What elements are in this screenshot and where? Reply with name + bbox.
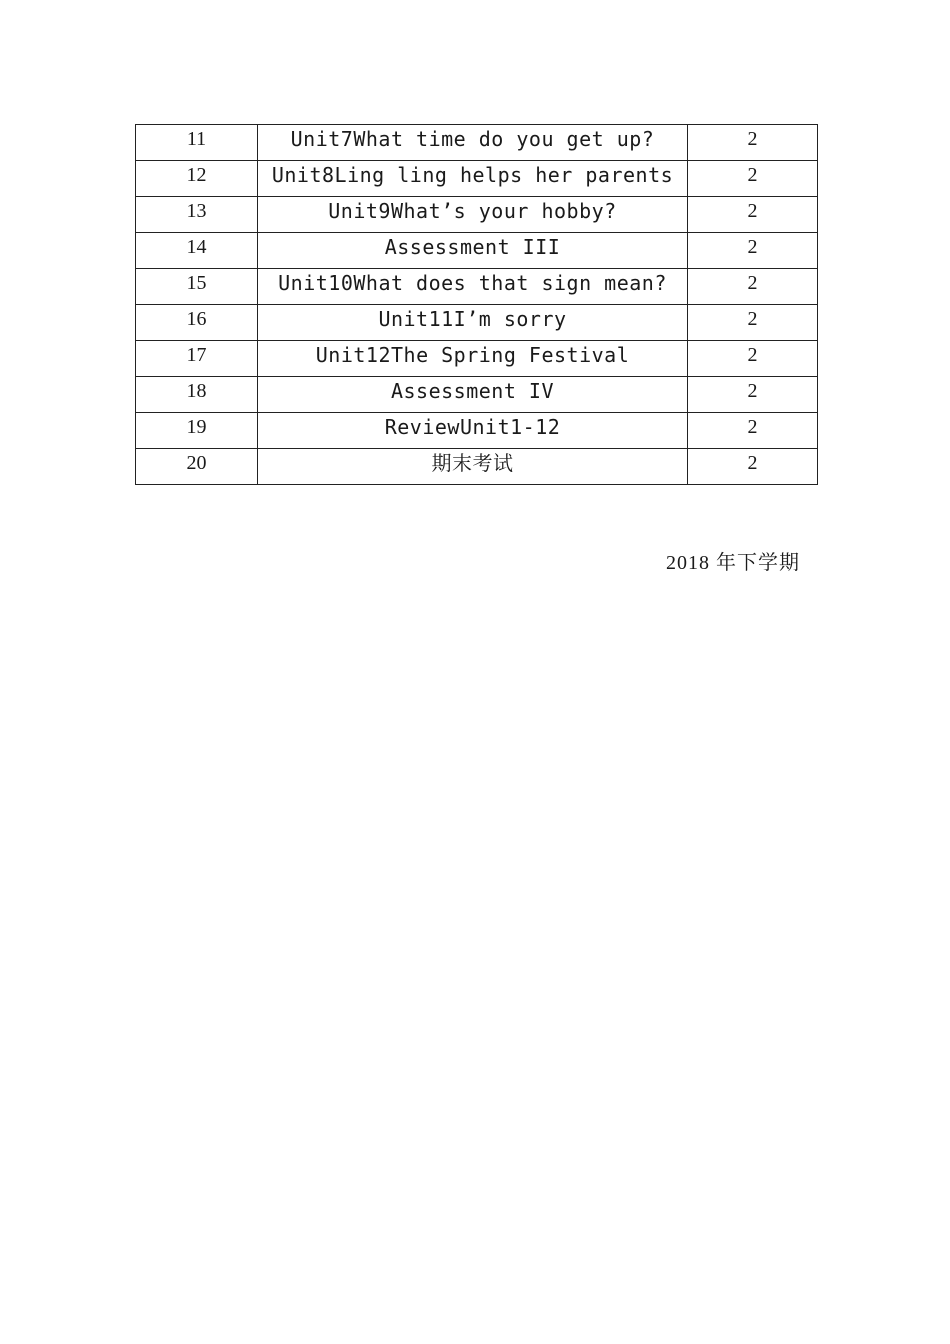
content-cell [258,377,688,413]
week-number: 19 [186,416,207,438]
content-cell [258,197,688,233]
table-row [136,341,818,377]
week-number: 14 [186,236,207,258]
hours-value: 2 [747,128,758,150]
week-number: 13 [186,200,207,222]
hours-value: 2 [747,308,758,330]
hours-cell [688,449,818,485]
table-row [136,305,818,341]
table-row [136,449,818,485]
unit-title: Unit8Ling ling helps her parents [271,163,674,187]
content-cell [258,161,688,197]
schedule-table [135,124,818,485]
content-cell [258,125,688,161]
hours-cell [688,377,818,413]
hours-cell [688,305,818,341]
table-row [136,161,818,197]
hours-value: 2 [747,236,758,258]
hours-value: 2 [747,452,758,474]
unit-title: Unit9What’s your hobby? [328,199,617,223]
week-cell [136,449,258,485]
week-number: 18 [186,380,207,402]
table-row [136,125,818,161]
unit-title: Unit10What does that sign mean? [278,271,667,295]
hours-cell [688,269,818,305]
hours-value: 2 [747,164,758,186]
content-cell [258,449,688,485]
week-cell [136,341,258,377]
table-row [136,377,818,413]
hours-cell [688,197,818,233]
week-cell [136,197,258,233]
content-cell [258,413,688,449]
hours-cell [688,233,818,269]
content-cell [258,305,688,341]
week-number: 16 [186,308,207,330]
week-cell [136,305,258,341]
unit-title: Assessment III [384,235,561,259]
hours-cell [688,341,818,377]
unit-title: Assessment IV [390,379,555,403]
term-label: 2018 年下学期 [666,552,800,574]
week-number: 17 [186,344,207,366]
table-row [136,197,818,233]
unit-title: Unit12The Spring Festival [315,343,630,367]
week-cell [136,233,258,269]
hours-cell [688,125,818,161]
table-row [136,413,818,449]
week-cell [136,269,258,305]
content-cell [258,269,688,305]
unit-title: ReviewUnit1-12 [384,415,561,439]
week-cell [136,161,258,197]
content-cell [258,341,688,377]
week-cell [136,413,258,449]
hours-value: 2 [747,416,758,438]
hours-value: 2 [747,380,758,402]
week-cell [136,377,258,413]
hours-cell [688,161,818,197]
hours-value: 2 [747,344,758,366]
hours-value: 2 [747,272,758,294]
hours-value: 2 [747,200,758,222]
week-cell [136,125,258,161]
content-cell [258,233,688,269]
unit-title: 期末考试 [431,451,514,475]
week-number: 12 [186,164,207,186]
table-row [136,233,818,269]
table-row [136,269,818,305]
unit-title: Unit11I’m sorry [378,307,567,331]
unit-title: Unit7What time do you get up? [290,127,655,151]
week-number: 11 [186,128,207,150]
week-number: 15 [186,272,207,294]
hours-cell [688,413,818,449]
week-number: 20 [186,452,207,474]
